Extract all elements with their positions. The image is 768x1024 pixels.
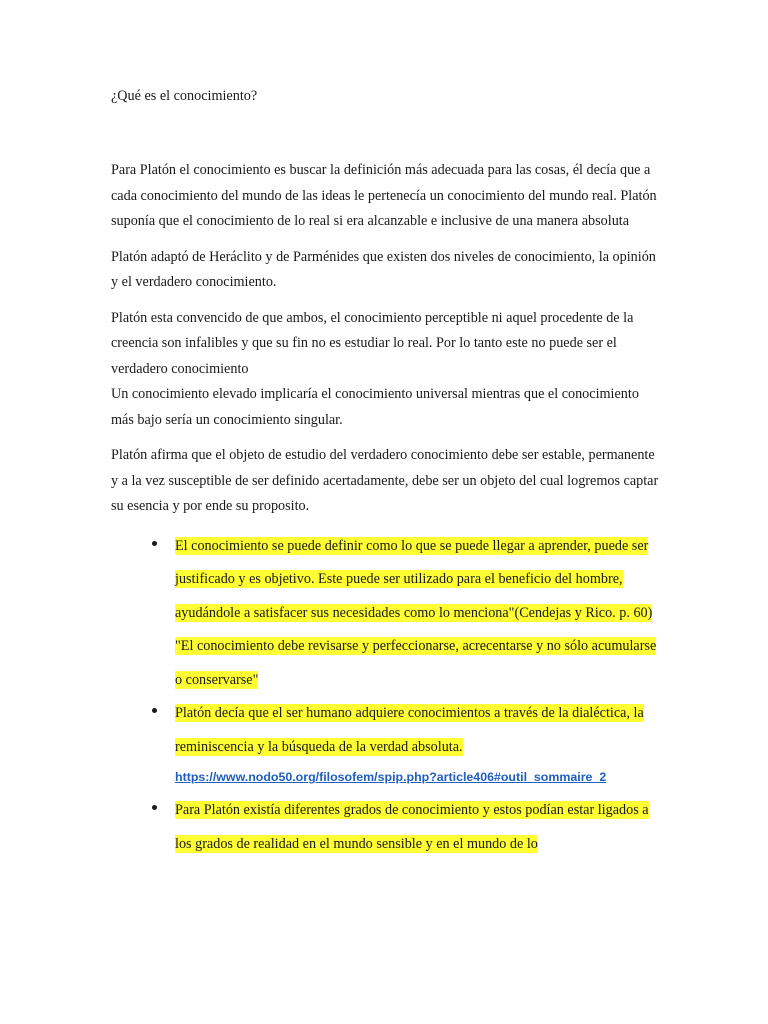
paragraph-4: Un conocimiento elevado implicaría el conocimiento universal mientras que el conocimiento más bajo sería un conocimiento singular. — [111, 386, 639, 428]
paragraph-1: Para Platón el conocimiento es buscar la definición más adecuada para las cosas, él decía que a cada conocimiento del mundo de las ideas le pertenecía un conocimiento del mundo real. Platón suponía que el conocimiento de lo real si era alcanzable e inclusive de una manera absoluta — [111, 162, 657, 229]
paragraph-5: Platón afirma que el objeto de estudio del verdadero conocimiento debe ser estable, permanente y a la vez susceptible de ser definido acertadamente, debe ser un objeto del cual logremos captar su esencia y por ende su proposito. — [111, 447, 659, 514]
bullet-icon — [152, 708, 157, 713]
bullet-text — [175, 794, 660, 861]
source-link[interactable]: https://www.nodo50.org/filosofem/spip.php?article406#outil_sommaire_2 — [175, 770, 607, 784]
list-item — [111, 697, 660, 792]
list-item — [111, 530, 660, 698]
highlighted-text: Para Platón existía diferentes grados de conocimiento y estos podían estar ligados a los grados de realidad en el mundo sensible y en el mundo de lo — [175, 802, 649, 852]
bullet-text — [175, 697, 660, 764]
bullet-icon — [152, 805, 157, 810]
list-item — [111, 794, 660, 861]
highlighted-text: El conocimiento se puede definir como lo que se puede llegar a aprender, puede ser justificado y es objetivo. Este puede ser utilizado para el beneficio del hombre, ayudándole a satisfacer sus necesidades como lo menciona"(Cendejas y Rico. p. 60) "El conocimiento debe revisarse y perfeccionarse, acrecentarse y no sólo acumularse o conservarse" — [175, 537, 657, 688]
highlighted-text: Platón decía que el ser humano adquiere conocimientos a través de la dialéctica, la reminiscencia y la búsqueda de la verdad absoluta. — [175, 705, 644, 755]
paragraph-2: Platón adaptó de Heráclito y de Parménides que existen dos niveles de conocimiento, la opinión y el verdadero conocimiento. — [111, 248, 656, 290]
bullet-list — [111, 530, 660, 862]
bullet-text — [175, 530, 660, 698]
document-heading: ¿Qué es el conocimiento? — [111, 88, 258, 104]
paragraph-3: Platón esta convencido de que ambos, el conocimiento perceptible ni aquel procedente de la creencia son infalibles y que su fin no es estudiar lo real. Por lo tanto este no puede ser el verdadero conocimiento — [111, 309, 634, 377]
bullet-icon — [152, 541, 157, 546]
